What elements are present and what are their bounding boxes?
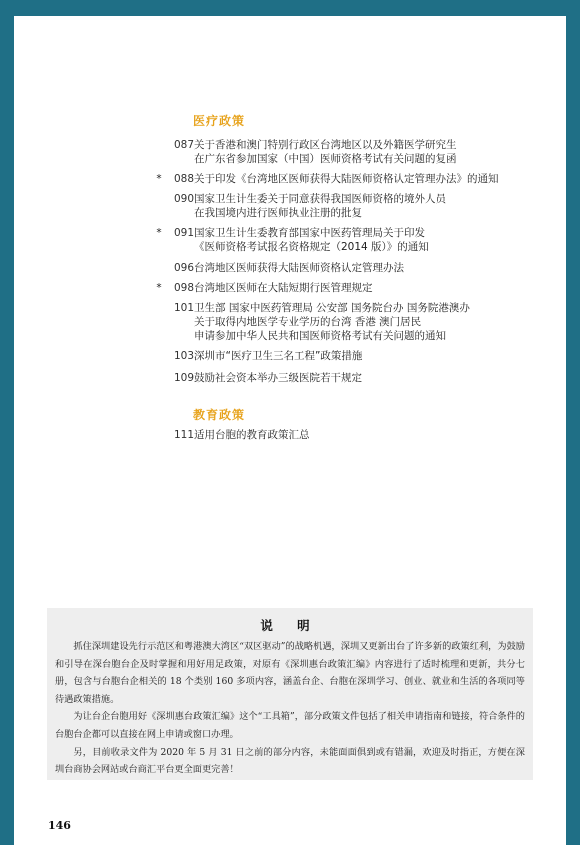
- toc-title: [194, 371, 524, 385]
- toc-page-number: 101: [173, 302, 194, 314]
- explanation-paragraph: 抓住深圳建设先行示范区和粤港澳大湾区“双区驱动”的战略机遇，深圳又更新出台了许多新的政策红利，为鼓励和引导在深台胞台企及时掌握和用好用足政策，对原有《深圳惠台政策汇编》内容进行了适时梳理和更新，共分七册，包含与台胞台企相关的 18 个类别 160 多项内容，涵盖台企、台胞在深圳学习、创业、就业和生活的各项同等待遇政策措施。: [55, 641, 525, 705]
- toc-title-line: 关于取得内地医学专业学历的台湾 香港 澳门居民: [194, 316, 422, 328]
- toc-title-line: 关于印发《台湾地区医师获得大陆医师资格认定管理办法》的通知: [194, 173, 499, 185]
- toc-title: [194, 192, 524, 220]
- explanation-paragraph: 另，目前收录文件为 2020 年 5 月 31 日之前的部分内容，未能面面俱到或有错漏，欢迎及时指正，方便在深圳台商协会网站或台商汇平台更全面更完善！: [55, 746, 525, 776]
- toc-title: [194, 349, 524, 363]
- toc-title: [194, 281, 524, 295]
- key-mark: *: [156, 227, 162, 239]
- toc-title: [194, 226, 524, 254]
- toc-page-number: 111: [173, 429, 194, 441]
- toc-title-line: 适用台胞的教育政策汇总: [194, 429, 310, 441]
- page-number: 146: [48, 819, 71, 832]
- toc-page-number: 109: [173, 372, 194, 384]
- section-heading: 医疗政策: [193, 114, 246, 128]
- toc-title-line: 台湾地区医师在大陆短期行医管理规定: [194, 282, 373, 294]
- toc-page-number: 091: [173, 227, 194, 239]
- section-heading: 教育政策: [193, 408, 246, 422]
- explanation-title: 说 明: [260, 618, 320, 633]
- toc-page-number: 087: [173, 139, 194, 151]
- toc-title: [194, 138, 524, 166]
- toc-page-number: 088: [173, 173, 194, 185]
- key-mark: *: [156, 173, 162, 185]
- toc-title-line: 深圳市“医疗卫生三名工程”政策措施: [194, 350, 363, 362]
- toc-title-line: 申请参加中华人民共和国医师资格考试有关问题的通知: [194, 330, 446, 342]
- toc-title-line: 鼓励社会资本举办三级医院若干规定: [194, 372, 362, 384]
- toc-page-number: 098: [173, 282, 194, 294]
- toc-title-line: 在广东省参加国家（中国）医师资格考试有关问题的复函: [194, 153, 457, 165]
- toc-page-number: 103: [173, 350, 194, 362]
- explanation-paragraph: 为让台企台胞用好《深圳惠台政策汇编》这个“工具箱”，部分政策文件包括了相关申请指南和链接，符合条件的台胞台企都可以直接在网上申请或窗口办理。: [55, 711, 525, 740]
- explanation-box: [47, 608, 533, 780]
- toc-title: [194, 301, 524, 343]
- toc-title: [194, 261, 524, 275]
- toc-title-line: 《医师资格考试报名资格规定（2014 版）》的通知: [194, 241, 429, 253]
- toc-title-line: 在我国境内进行医师执业注册的批复: [194, 207, 362, 219]
- key-mark: *: [156, 282, 162, 294]
- toc-title-line: 卫生部 国家中医药管理局 公安部 国务院台办 国务院港澳办: [194, 302, 470, 314]
- toc-page-number: 096: [173, 262, 194, 274]
- toc-title: [194, 428, 524, 442]
- toc-page-number: 090: [173, 193, 194, 205]
- toc-title-line: 关于香港和澳门特别行政区台湾地区以及外籍医学研究生: [194, 139, 457, 151]
- explanation-body: [55, 638, 525, 779]
- toc-title-line: 国家卫生计生委关于同意获得我国医师资格的境外人员: [194, 193, 446, 205]
- toc-title-line: 国家卫生计生委教育部国家中医药管理局关于印发: [194, 227, 425, 239]
- page: [14, 16, 566, 845]
- toc-title-line: 台湾地区医师获得大陆医师资格认定管理办法: [194, 262, 404, 274]
- toc-title: [194, 172, 524, 186]
